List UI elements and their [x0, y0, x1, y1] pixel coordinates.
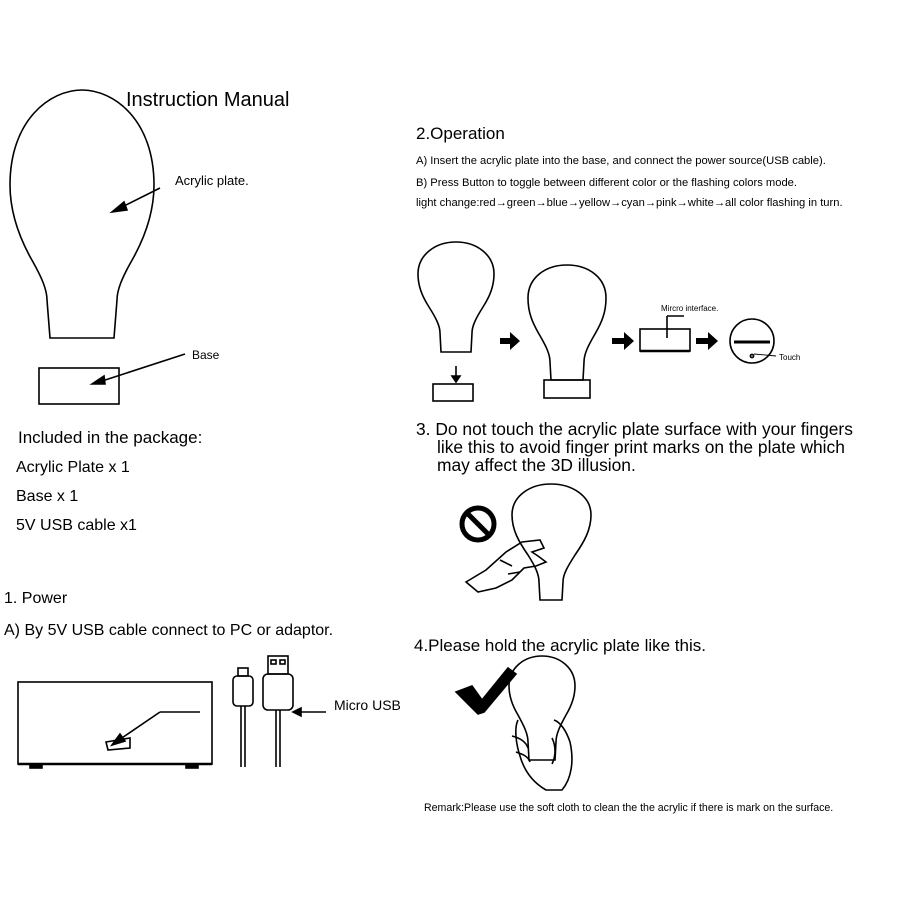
check-mark-icon	[456, 668, 516, 714]
power-heading: 1. Power	[4, 590, 68, 607]
package-item: 5V USB cable x1	[16, 517, 137, 534]
acrylic-plate-label: Acrylic plate.	[175, 173, 249, 188]
mircro-interface-label: Mircro interface.	[661, 304, 719, 313]
acrylic-plate-bulb-icon	[10, 90, 154, 338]
section3-line1: 3. Do not touch the acrylic plate surface with your fingers	[416, 419, 853, 439]
section4-heading: 4.Please hold the acrylic plate like this.	[414, 636, 706, 655]
package-item: Acrylic Plate x 1	[16, 459, 130, 476]
operation-step2-bulb-icon	[528, 265, 606, 398]
operation-touch-circle-icon	[730, 319, 776, 363]
hand-icon	[466, 540, 546, 592]
package-item: Base x 1	[16, 488, 79, 505]
arrow-right-icon	[500, 332, 718, 350]
operation-step3-base-icon	[640, 316, 690, 351]
operation-line-a: A) Insert the acrylic plate into the base, and connect the power source(USB cable).	[416, 155, 826, 167]
power-step-a: A) By 5V USB cable connect to PC or adaptor.	[4, 622, 334, 639]
no-sign-icon	[462, 508, 494, 540]
section4-bulb-icon	[509, 656, 575, 760]
touch-label: Touch	[779, 353, 801, 362]
section3-text	[416, 420, 853, 474]
section3-line2: like this to avoid finger print marks on the plate which	[437, 437, 845, 457]
usb-cable-icon	[233, 656, 326, 767]
operation-heading: 2.Operation	[416, 124, 505, 143]
micro-usb-label: Micro USB	[334, 697, 401, 713]
holding-hand-icon	[512, 720, 572, 790]
page-title: Instruction Manual	[126, 89, 290, 111]
base-label: Base	[192, 348, 220, 362]
operation-step1-bulb-icon	[418, 242, 494, 401]
operation-line-c: light change:red→green→blue→yellow→cyan→pink→white→all color flashing in turn.	[416, 197, 843, 209]
remark-text: Remark:Please use the soft cloth to clean the the acrylic if there is mark on the surface.	[424, 802, 834, 814]
section3-line3: may affect the 3D illusion.	[437, 455, 636, 475]
base-box-icon	[39, 354, 185, 404]
package-heading: Included in the package:	[18, 428, 203, 447]
operation-line-b: B) Press Button to toggle between different color or the flashing colors mode.	[416, 177, 798, 189]
power-device-icon	[18, 682, 212, 768]
